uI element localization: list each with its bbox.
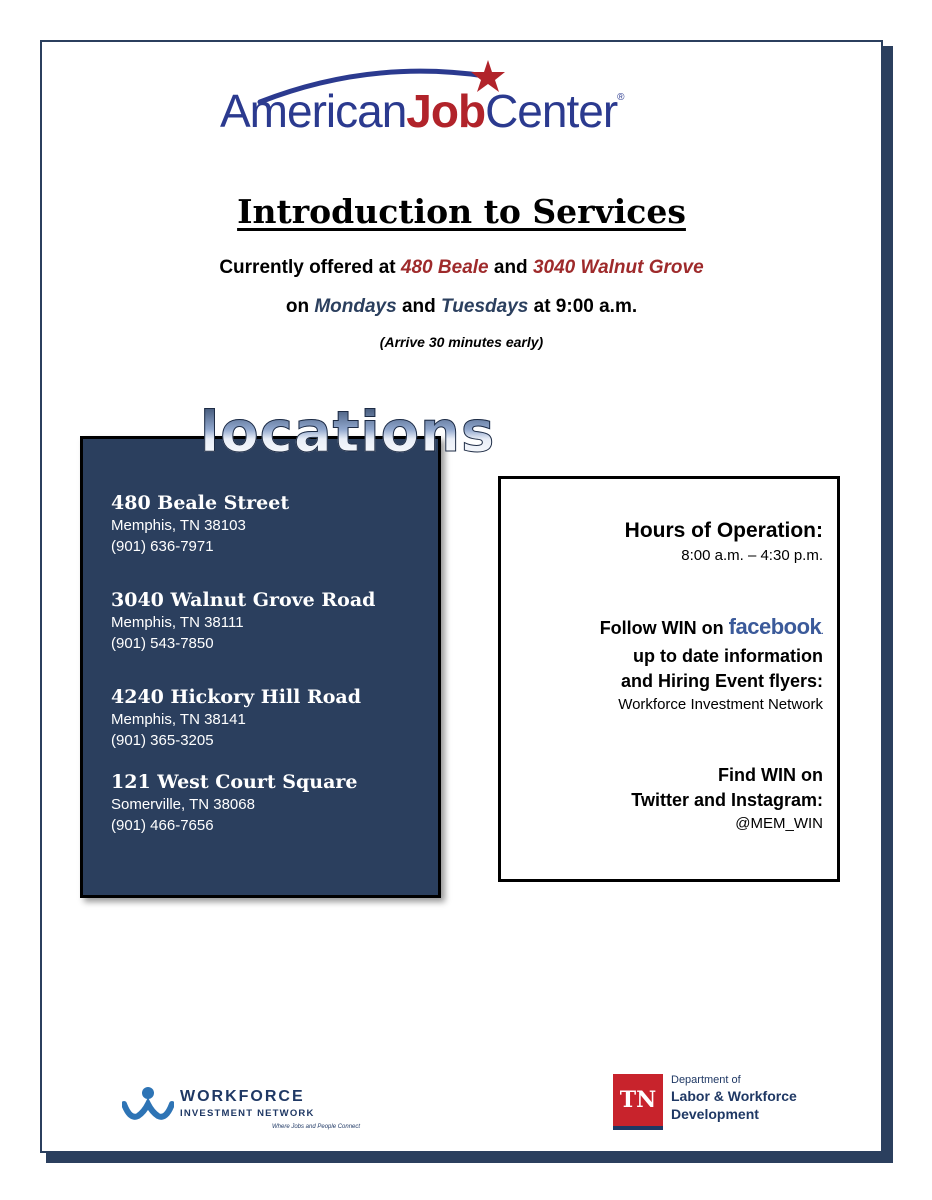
locations-heading: locations xyxy=(200,400,496,465)
american-job-center-logo xyxy=(220,54,740,144)
facebook-logo-icon: facebook xyxy=(728,614,822,639)
page-title: Introduction to Services xyxy=(237,192,686,231)
offered-line: Currently offered at 480 Beale and 3040 Walnut Grove xyxy=(219,257,704,278)
location-city: Memphis, TN 38111 xyxy=(111,614,244,631)
locations-panel xyxy=(80,436,441,898)
location-phone: (901) 543-7850 xyxy=(111,635,214,652)
location-name: 4240 Hickory Hill Road xyxy=(111,686,362,708)
location-city: Memphis, TN 38103 xyxy=(111,517,246,534)
location-item xyxy=(111,770,357,836)
location-city: Memphis, TN 38141 xyxy=(111,711,246,728)
location-highlight-1: 480 Beale xyxy=(400,257,489,278)
hours-block xyxy=(625,519,823,567)
location-phone: (901) 365-3205 xyxy=(111,732,214,749)
location-item xyxy=(111,588,375,654)
logo-wordmark: AmericanJobCenter® xyxy=(220,85,624,137)
day-highlight-2: Tuesdays xyxy=(441,296,529,317)
flyer-page xyxy=(40,40,883,1153)
location-name: 480 Beale Street xyxy=(111,492,290,514)
facebook-page-name: Workforce Investment Network xyxy=(618,696,823,713)
schedule-line: on Mondays and Tuesdays at 9:00 a.m. xyxy=(285,296,638,317)
arrival-note: (Arrive 30 minutes early) xyxy=(379,334,544,350)
day-highlight-1: Mondays xyxy=(314,296,397,317)
facebook-block: Follow WIN on facebook. up to date information and Hiring Event flyers: Workforce Investment Network xyxy=(600,614,823,716)
location-item xyxy=(111,685,361,751)
location-name: 3040 Walnut Grove Road xyxy=(111,589,376,611)
social-handle: @MEM_WIN xyxy=(735,815,823,832)
tn-labor-department-logo: TN Department of Labor & Workforce Development xyxy=(613,1072,833,1136)
hours-title: Hours of Operation: xyxy=(624,519,823,542)
location-city: Somerville, TN 38068 xyxy=(111,796,255,813)
location-name: 121 West Court Square xyxy=(111,771,358,793)
location-item xyxy=(111,491,289,557)
tn-state-icon: TN xyxy=(613,1074,663,1130)
location-phone: (901) 636-7971 xyxy=(111,538,214,555)
workforce-investment-network-logo: WORKFORCE INVESTMENT NETWORK Where Jobs and People Connect xyxy=(122,1084,362,1134)
info-box xyxy=(498,476,840,882)
hours-value: 8:00 a.m. – 4:30 p.m. xyxy=(681,547,823,564)
social-block: Find WIN on Twitter and Instagram: @MEM_WIN xyxy=(631,763,823,835)
location-highlight-2: 3040 Walnut Grove xyxy=(532,257,704,278)
win-people-icon xyxy=(122,1086,174,1126)
location-phone: (901) 466-7656 xyxy=(111,817,214,834)
